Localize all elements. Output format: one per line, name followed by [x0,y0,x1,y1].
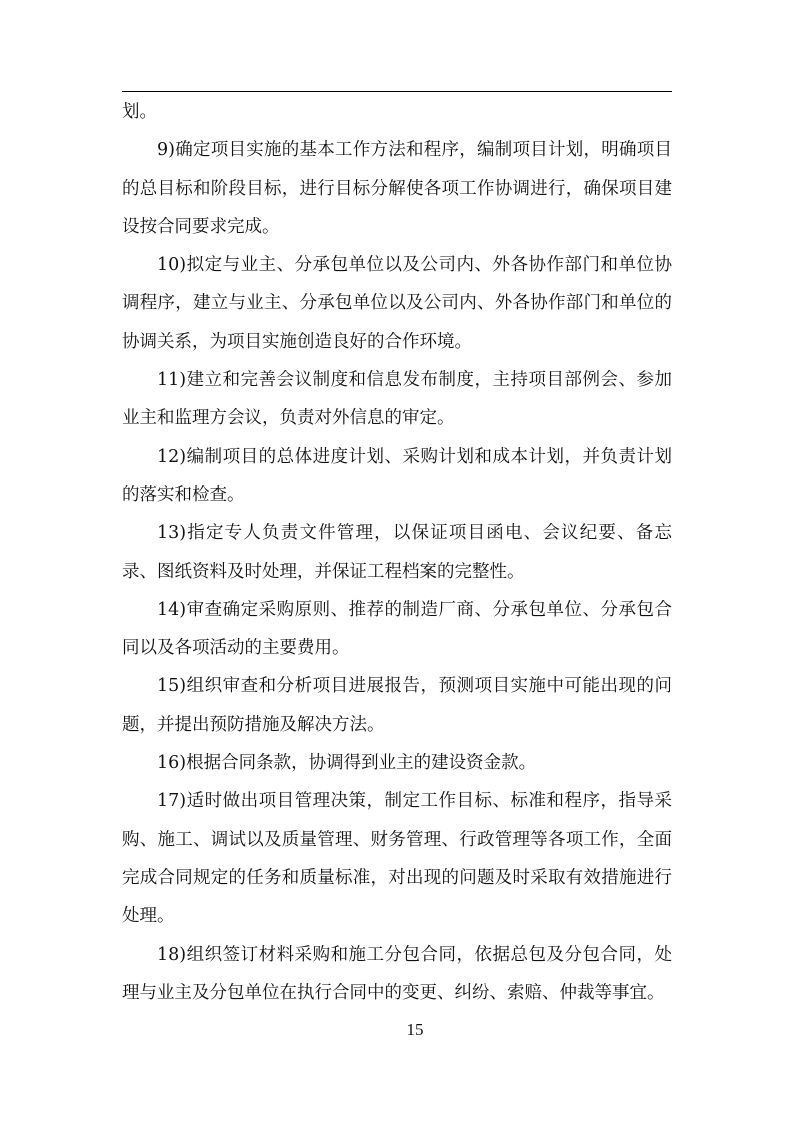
continuation-line: 划。 [122,102,157,122]
paragraph-item-12: 12)编制项目的总体进度计划、采购计划和成本计划，并负责计划的落实和检查。 [122,446,672,505]
paragraph-item-15: 15)组织审查和分析项目进展报告，预测项目实施中可能出现的问题，并提出预防措施及解决方法。 [122,676,672,735]
paragraph-item-16: 16)根据合同条款，协调得到业主的建设资金款。 [157,753,537,774]
paragraph-item-13: 13)指定专人负责文件管理，以保证项目函电、会议纪要、备忘录、图纸资料及时处理，并保证工程档案的完整性。 [122,523,672,582]
paragraph-item-9: 9)确定项目实施的基本工作方法和程序，编制项目计划，明确项目的总目标和阶段目标，进行目标分解使各项工作协调进行，确保项目建设按合同要求完成。 [122,140,672,237]
paragraph-item-18: 18)组织签订材料采购和施工分包合同，依据总包及分包合同，处理与业主及分包单位在执行合同中的变更、纠纷、索赔、仲裁等事宜。 [122,944,672,1003]
paragraph-item-14: 14)审查确定采购原则、推荐的制造厂商、分承包单位、分承包合同以及各项活动的主要费用。 [122,599,672,659]
body-text [122,93,672,1012]
paragraph-item-17: 17)适时做出项目管理决策，制定工作目标、标准和程序，指导采购、施工、调试以及质量管理、财务管理、行政管理等各项工作，全面完成合同规定的任务和质量标准，对出现的问题及时采取有效措施进行处理。 [122,791,672,927]
page-number: 15 [406,1020,424,1039]
paragraph-item-10: 10)拟定与业主、分承包单位以及公司内、外各协作部门和单位协调程序，建立与业主、分承包单位以及公司内、外各协作部门和单位的协调关系，为项目实施创造良好的合作环境。 [122,255,672,352]
header-rule [122,91,672,92]
paragraph-item-11: 11)建立和完善会议制度和信息发布制度，主持项目部例会、参加业主和监理方会议，负责对外信息的审定。 [122,370,672,429]
